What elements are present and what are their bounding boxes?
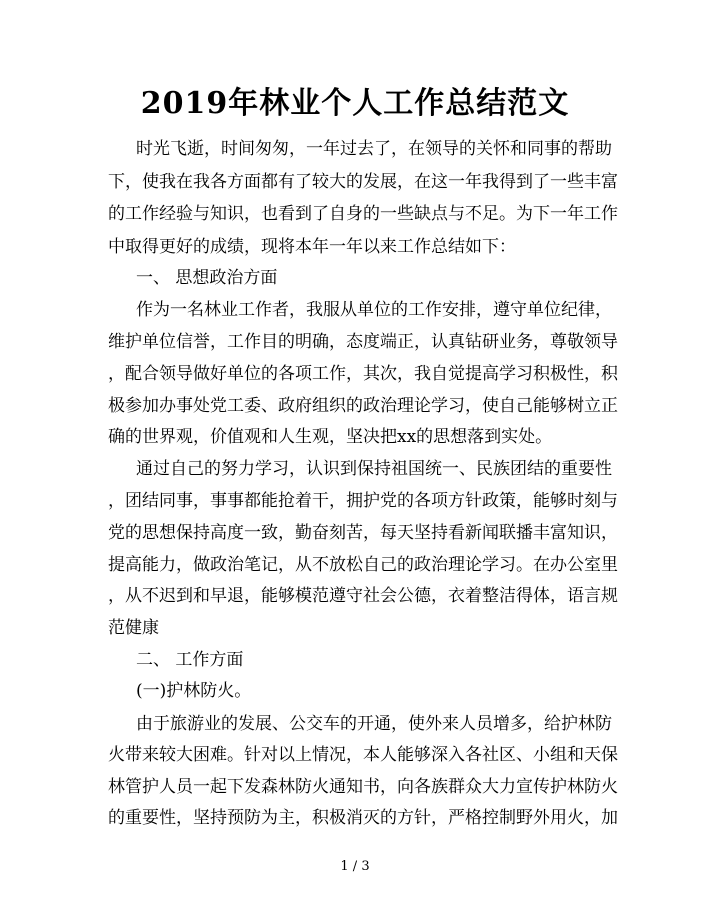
paragraph-line: 党的思想保持高度一致，勤奋刻苦，每天坚持看新闻联播丰富知识， xyxy=(108,523,618,543)
paragraph-line: 的工作经验与知识，也看到了自身的一些缺点与不足。为下一年工作 xyxy=(108,204,618,224)
paragraph-line: 确的世界观，价值观和人生观，坚决把xx的思想落到实处。 xyxy=(108,427,553,447)
paragraph-line: 的重要性，坚持预防为主，积极消灭的方针，严格控制野外用火，加 xyxy=(108,808,618,828)
paragraph-line: 范健康 xyxy=(108,618,159,638)
section-heading: 一、 思想政治方面 xyxy=(136,268,278,288)
paragraph-line: 通过自己的努力学习，认识到保持祖国统一、民族团结的重要性 xyxy=(136,459,612,479)
paragraph-line: 极参加办事处党工委、政府组织的政治理论学习，使自己能够树立正 xyxy=(108,396,618,416)
paragraph-line: 时光飞逝，时间匆匆，一年过去了，在领导的关怀和同事的帮助 xyxy=(136,139,612,159)
paragraph-line: ，配合领导做好单位的各项工作，其次，我自觉提高学习积极性，积 xyxy=(108,364,618,384)
paragraph-line: ，团结同事，事事都能抢着干，拥护党的各项方针政策，能够时刻与 xyxy=(108,491,618,511)
document-title: 2019年林业个人工作总结范文 xyxy=(140,86,570,121)
paragraph-line: 由于旅游业的发展、公交车的开通，使外来人员增多，给护林防 xyxy=(136,714,612,734)
page-number: 1 / 3 xyxy=(340,859,370,874)
paragraph-line: 下，使我在我各方面都有了较大的发展，在这一年我得到了一些丰富 xyxy=(108,172,618,192)
paragraph-line: 提高能力，做政治笔记，从不放松自己的政治理论学习。在办公室里 xyxy=(108,555,618,575)
paragraph-line: 作为一名林业工作者，我服从单位的工作安排，遵守单位纪律， xyxy=(136,300,612,320)
subsection-heading: (一)护林防火。 xyxy=(136,681,252,701)
paragraph-line: 维护单位信誉，工作目的明确，态度端正，认真钻研业务，尊敬领导 xyxy=(108,332,618,352)
paragraph-line: 火带来较大困难。针对以上情况，本人能够深入各社区、小组和天保 xyxy=(108,745,618,765)
paragraph-line: ，从不迟到和早退，能够模范遵守社会公德，衣着整洁得体，语言规 xyxy=(108,586,618,606)
paragraph-line: 中取得更好的成绩，现将本年一年以来工作总结如下： xyxy=(108,237,516,257)
paragraph-line: 林管护人员一起下发森林防火通知书，向各族群众大力宣传护林防火 xyxy=(108,777,618,797)
section-heading: 二、 工作方面 xyxy=(136,650,244,670)
